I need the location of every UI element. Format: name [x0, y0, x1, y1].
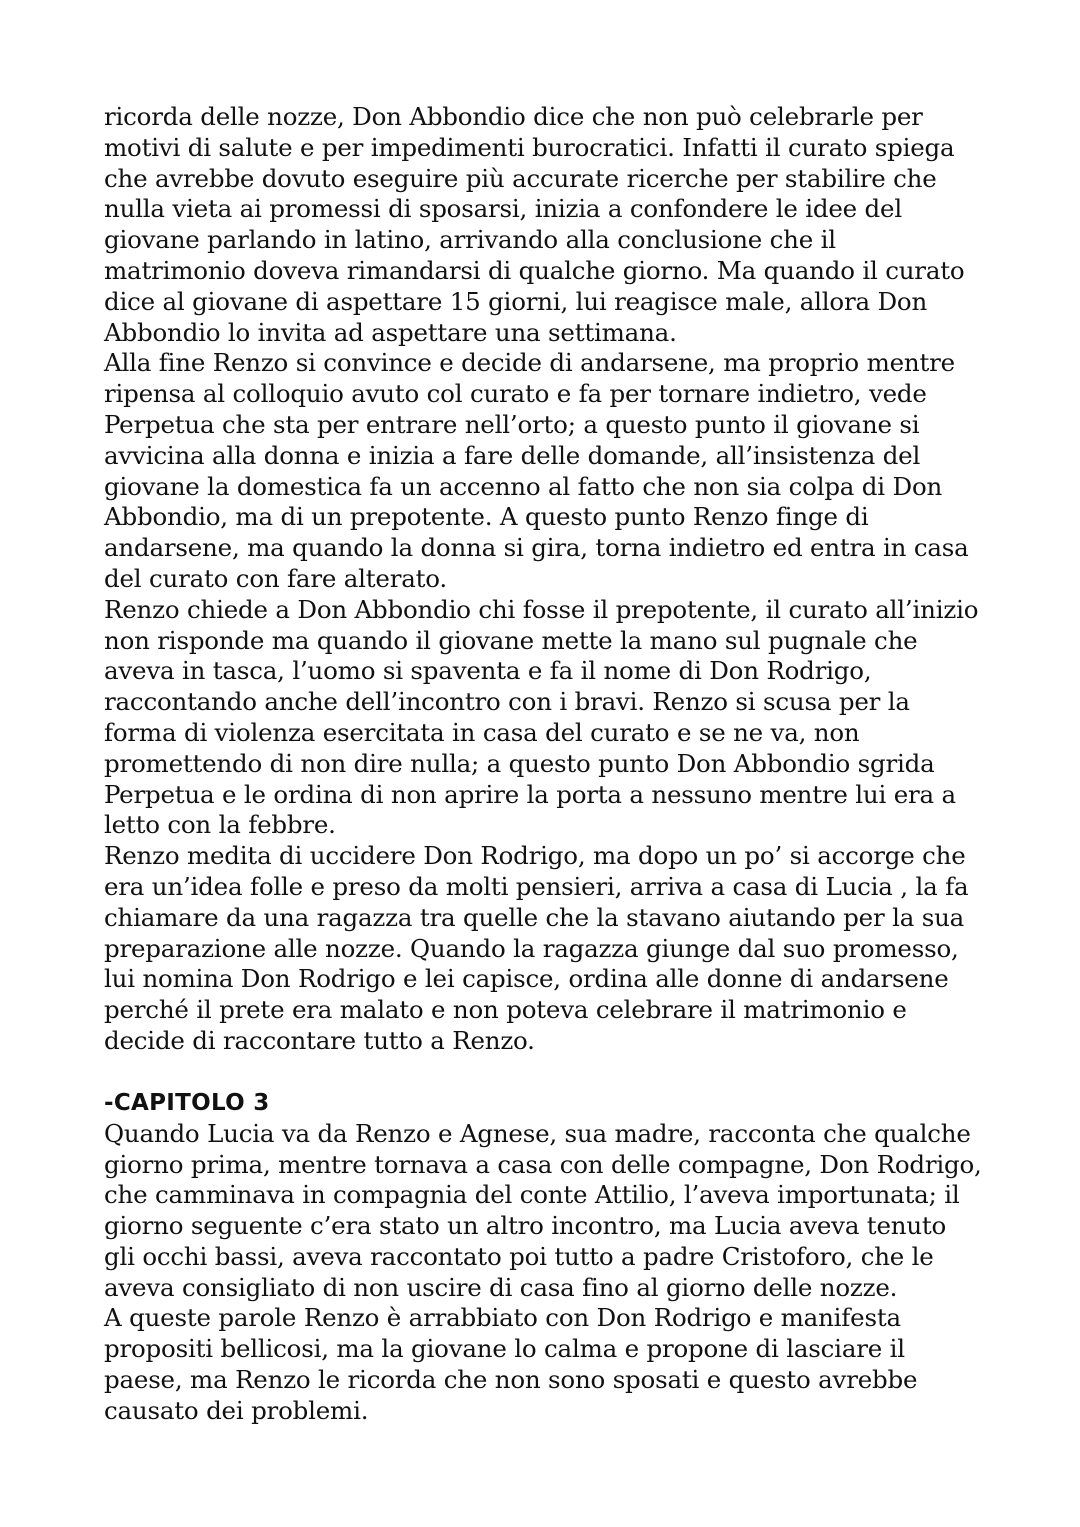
paragraph-renzo-perpetua: Alla fine Renzo si convince e decide di andarsene, ma proprio mentre ripensa al colloquio avuto col curato e fa per tornare indietro, vede Perpetua che sta per entrare nell’orto; a questo punto il giovane si avvicina alla donna e inizia a fare delle domande, all’insistenza del giovane la domestica fa un accenno al fatto che non sia colpa di Don Abbondio, ma di un prepotente. A questo punto Renzo finge di andarsene, ma quando la donna si gira, torna indietro ed entra in casa del curato con fare alterato. — [104, 348, 969, 593]
paragraph-curato-rinvio: ricorda delle nozze, Don Abbondio dice che non può celebrarle per motivi di salute e per impedimenti burocratici. Infatti il curato spiega che avrebbe dovuto eseguire più accurate ricerche per stabilire che nulla vieta ai promessi di sposarsi, inizia a confondere le idee del giovane parlando in latino, arrivando alla conclusione che il matrimonio doveva rimandarsi di qualche giorno. Ma quando il curato dice al giovane di aspettare 15 giorni, lui reagisce male, allora Don Abbondio lo invita ad aspettare una settimana. — [104, 102, 965, 347]
paragraph-nome-don-rodrigo: Renzo chiede a Don Abbondio chi fosse il prepotente, il curato all’inizio non risponde ma quando il giovane mette la mano sul pugnale che aveva in tasca, l’uomo si spaventa e fa il nome di Don Rodrigo, raccontando anche dell’incontro con i bravi. Renzo si scusa per la forma di violenza esercitata in casa del curato e se ne va, non promettendo di non dire nulla; a questo punto Don Abbondio sgrida Perpetua e le ordina di non aprire la porta a nessuno mentre lui era a letto con la febbre. — [104, 594, 979, 840]
paragraph-propositi-renzo: A queste parole Renzo è arrabbiato con Don Rodrigo e manifesta propositi bellicosi, ma la giovane lo calma e propone di lasciare il paese, ma Renzo le ricorda che non sono sposati e questo avrebbe causato dei problemi. — [104, 1303, 918, 1425]
paragraph-racconto-lucia: Quando Lucia va da Renzo e Agnese, sua madre, racconta che qualche giorno prima, mentre tornava a casa con delle compagne, Don Rodrigo, che camminava in compagnia del conte Attilio, l’aveva importunata; il giorno seguente c’era stato un altro incontro, ma Lucia aveva tenuto gli occhi bassi, aveva raccontato poi tutto a padre Cristoforo, che le aveva consigliato di non uscire di casa fino al giorno delle nozze. — [104, 1118, 982, 1302]
document-page — [104, 102, 984, 1427]
paragraph-renzo-da-lucia: Renzo medita di uccidere Don Rodrigo, ma dopo un po’ si accorge che era un’idea folle e preso da molti pensieri, arriva a casa di Lucia , la fa chiamare da una ragazza tra quelle che la stavano aiutando per la sua preparazione alle nozze. Quando la ragazza giunge dal suo promesso, lui nomina Don Rodrigo e lei capisce, ordina alle donne di andarsene perché il prete era malato e non poteva celebrare il matrimonio e decide di raccontare tutto a Renzo. — [104, 841, 969, 1055]
section-spacer — [104, 1057, 984, 1088]
chapter-heading: -CAPITOLO 3 — [104, 1089, 270, 1116]
